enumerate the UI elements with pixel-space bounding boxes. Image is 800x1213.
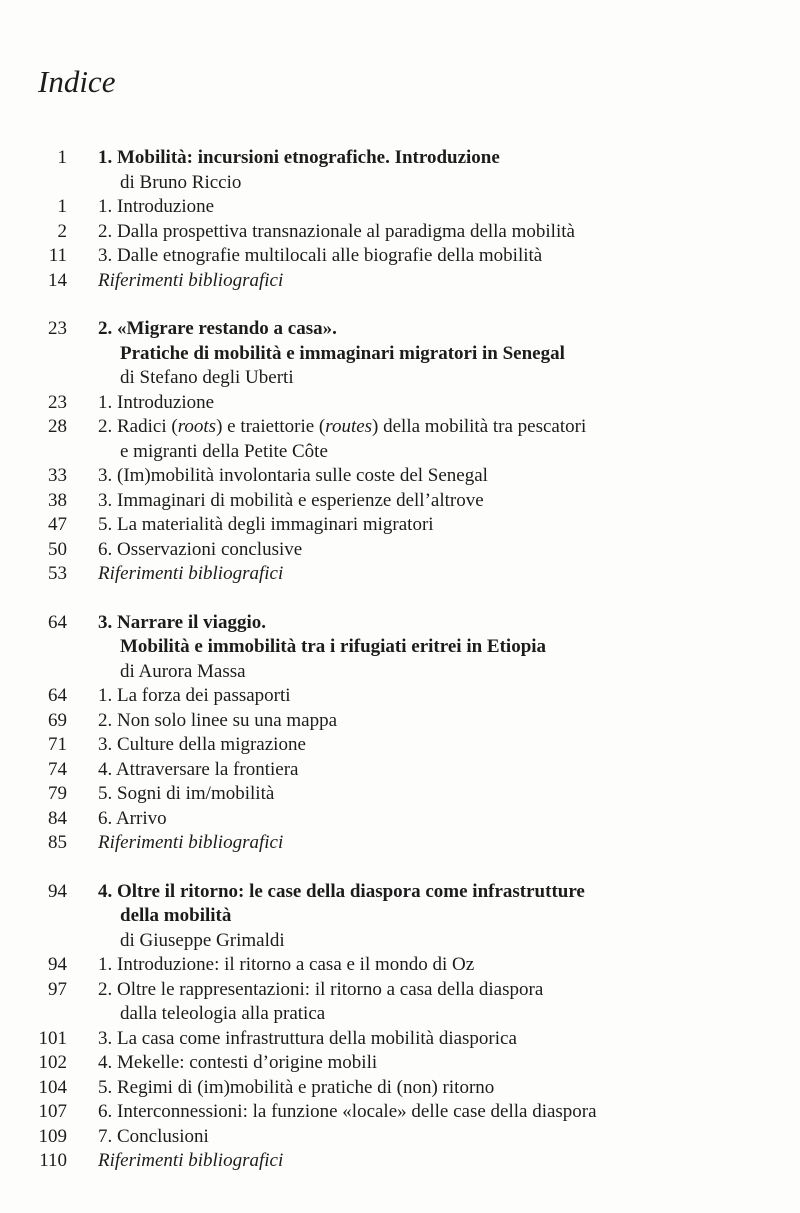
toc-entry[interactable]: [0, 244, 800, 269]
references-label: Riferimenti bibliografici: [98, 1150, 284, 1171]
toc-entry[interactable]: [0, 391, 800, 416]
chapter-title: 3. Narrare il viaggio. Mobilità e immobilità tra i rifugiati eritrei in Etiopia: [98, 611, 547, 657]
chapter-author: di Giuseppe Grimaldi: [120, 929, 285, 951]
section-title: 6. Osservazioni conclusive: [98, 538, 303, 560]
page-number: 107: [38, 1101, 67, 1122]
section-title: 1. Introduzione: [98, 196, 215, 217]
toc-entry[interactable]: [0, 807, 800, 832]
section-title: 5. Regimi di (im)mobilità e pratiche di (non) ritorno: [98, 1076, 495, 1098]
section-title: 2. Dalla prospettiva transnazionale al paradigma della mobilità: [98, 220, 575, 242]
page-number: 69: [48, 709, 67, 731]
page-number: 94: [48, 880, 67, 902]
toc-entry[interactable]: [0, 415, 800, 464]
section-title: 6. Arrivo: [98, 807, 167, 829]
page-number: 47: [48, 514, 67, 535]
chapter-title: 4. Oltre il ritorno: le case della diaspora come infrastrutture della mobilità: [98, 880, 585, 926]
chapter-author: di Aurora Massa: [120, 660, 246, 682]
toc-entry[interactable]: [0, 538, 800, 563]
page-number: 23: [48, 391, 67, 413]
chapter-title: 1. Mobilità: incursioni etnografiche. Introduzione: [98, 147, 500, 168]
page-number: 64: [48, 611, 67, 633]
section-title: 1. Introduzione: [98, 391, 215, 413]
section-title: 1. La forza dei passaporti: [98, 685, 291, 706]
toc-entry-references[interactable]: [0, 1149, 800, 1174]
chapter-4: [0, 880, 800, 1174]
chapter-3: [0, 611, 800, 856]
section-title: 4. Attraversare la frontiera: [98, 758, 299, 780]
page-number: 102: [38, 1052, 67, 1073]
toc-entry-references[interactable]: [0, 269, 800, 294]
page-number: 11: [48, 245, 67, 266]
page-number: 50: [48, 538, 67, 560]
toc-entry[interactable]: [0, 1027, 800, 1052]
page-number: 1: [57, 196, 67, 217]
toc-entry-references[interactable]: [0, 562, 800, 587]
page-number: 2: [57, 220, 67, 242]
section-title: 2. Oltre le rappresentazioni: il ritorno a casa della diaspora dalla teleologia alla pratica: [98, 978, 544, 1024]
section-title: 2. Radici (roots) e traiettorie (routes) della mobilità tra pescatori e migranti della Petite Côte: [98, 416, 587, 462]
references-label: Riferimenti bibliografici: [98, 832, 284, 853]
page-number: 71: [48, 734, 67, 755]
page-number: 64: [48, 685, 67, 706]
page-number: 74: [48, 758, 67, 780]
chapter-author: di Bruno Riccio: [120, 171, 242, 193]
references-label: Riferimenti bibliografici: [98, 269, 284, 291]
toc-entry[interactable]: [0, 733, 800, 758]
toc-entry[interactable]: [0, 782, 800, 807]
table-of-contents: [0, 146, 800, 1198]
page-number: 14: [48, 269, 67, 291]
chapter-2: [0, 317, 800, 587]
section-title: 2. Non solo linee su una mappa: [98, 709, 338, 731]
page-number: 85: [48, 832, 67, 853]
page-number: 104: [38, 1076, 67, 1098]
toc-entry-references[interactable]: [0, 831, 800, 856]
page-number: 33: [48, 465, 67, 486]
chapter-1: [0, 146, 800, 293]
section-title: 3. Culture della migrazione: [98, 734, 306, 755]
page-number: 1: [57, 147, 67, 168]
page-number: 84: [48, 807, 67, 829]
index-title: Indice: [38, 64, 116, 99]
page-number: 53: [48, 563, 67, 584]
page-number: 94: [48, 954, 67, 975]
page-number: 110: [39, 1150, 67, 1171]
chapter-heading[interactable]: [0, 880, 800, 929]
chapter-heading[interactable]: [0, 146, 800, 171]
toc-entry[interactable]: [0, 220, 800, 245]
toc-entry[interactable]: [0, 489, 800, 514]
section-title: 4. Mekelle: contesti d’origine mobili: [98, 1052, 378, 1073]
references-label: Riferimenti bibliografici: [98, 563, 284, 584]
page-number: 101: [38, 1027, 67, 1049]
toc-entry[interactable]: [0, 953, 800, 978]
section-title: 5. Sogni di im/mobilità: [98, 783, 275, 804]
section-title: 3. Immaginari di mobilità e esperienze dell’altrove: [98, 489, 484, 511]
chapter-heading[interactable]: [0, 611, 800, 660]
toc-entry[interactable]: [0, 709, 800, 734]
page-number: 23: [48, 318, 67, 339]
chapter-heading[interactable]: [0, 317, 800, 366]
toc-entry[interactable]: [0, 1100, 800, 1125]
toc-entry[interactable]: [0, 758, 800, 783]
page-number: 109: [38, 1125, 67, 1147]
toc-entry[interactable]: [0, 1051, 800, 1076]
chapter-author: di Stefano degli Uberti: [120, 367, 294, 388]
section-title: 3. La casa come infrastruttura della mobilità diasporica: [98, 1027, 517, 1049]
section-title: 6. Interconnessioni: la funzione «locale» delle case della diaspora: [98, 1101, 597, 1122]
page-number: 97: [48, 978, 67, 1000]
toc-entry[interactable]: [0, 1125, 800, 1150]
toc-entry[interactable]: [0, 978, 800, 1027]
toc-entry[interactable]: [0, 513, 800, 538]
chapter-title: 2. «Migrare restando a casa». Pratiche di mobilità e immaginari migratori in Senegal: [98, 318, 565, 364]
toc-entry[interactable]: [0, 684, 800, 709]
section-title: 5. La materialità degli immaginari migratori: [98, 514, 434, 535]
page-number: 38: [48, 489, 67, 511]
section-title: 3. Dalle etnografie multilocali alle biografie della mobilità: [98, 245, 543, 266]
page-number: 28: [48, 416, 67, 437]
page-number: 79: [48, 783, 67, 804]
toc-entry[interactable]: [0, 195, 800, 220]
toc-entry[interactable]: [0, 1076, 800, 1101]
section-title: 7. Conclusioni: [98, 1125, 209, 1147]
section-title: 1. Introduzione: il ritorno a casa e il mondo di Oz: [98, 954, 475, 975]
section-title: 3. (Im)mobilità involontaria sulle coste del Senegal: [98, 465, 488, 486]
toc-entry[interactable]: [0, 464, 800, 489]
